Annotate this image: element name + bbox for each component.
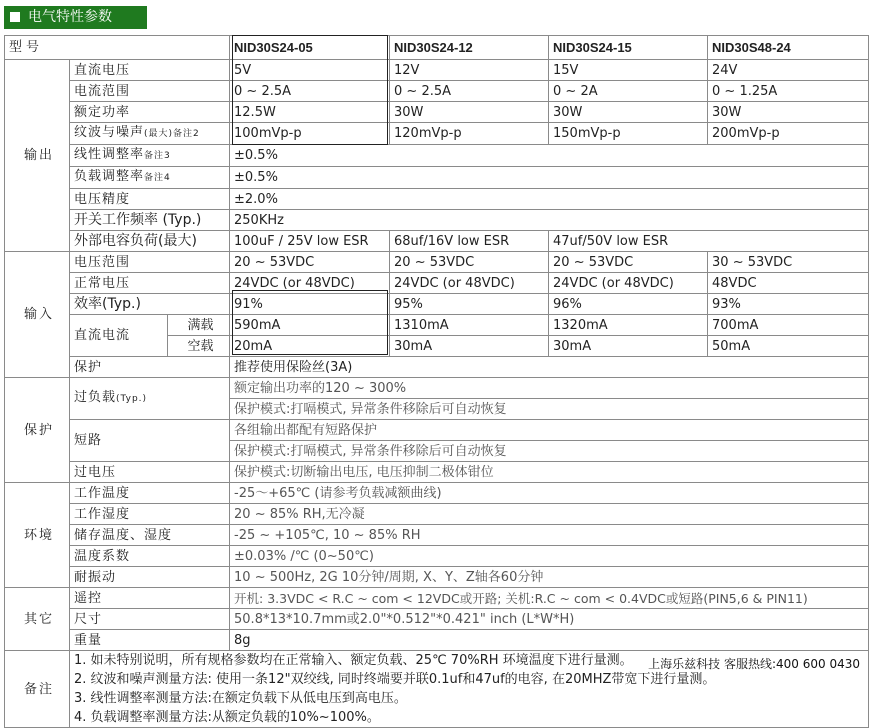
- contact-info: 上海乐兹科技 客服热线:400 600 0430: [648, 657, 861, 671]
- note-line: 4. 负载调整率测量方法:从额定负载的10%~100%。: [74, 710, 380, 725]
- cell: ±2.0%: [230, 189, 869, 210]
- table-row: [5, 525, 869, 546]
- table-row: [5, 609, 869, 630]
- section-title: 电气特性参数: [28, 9, 112, 25]
- table-row: [5, 504, 869, 525]
- cell: 48VDC: [708, 273, 869, 294]
- row-label: 工作湿度: [70, 504, 230, 525]
- cell: -25 ~ +105℃, 10 ~ 85% RH: [230, 525, 869, 546]
- cell: 200mVp-p: [708, 123, 869, 145]
- row-label: 电流范围: [70, 81, 230, 102]
- row-label: 尺寸: [70, 609, 230, 630]
- row-label: 额定功率: [70, 102, 230, 123]
- cell: 30 ~ 53VDC: [708, 252, 869, 273]
- cell: 1320mA: [549, 315, 708, 336]
- cell: 0 ~ 2.5A: [230, 81, 390, 102]
- cell: 91%: [230, 294, 390, 315]
- cell: 93%: [708, 294, 869, 315]
- cell: 0 ~ 1.25A: [708, 81, 869, 102]
- cell: 0 ~ 2A: [549, 81, 708, 102]
- row-label: 工作温度: [70, 483, 230, 504]
- cell: 12.5W: [230, 102, 390, 123]
- cell: 5V: [230, 60, 390, 81]
- cell: 12V: [390, 60, 549, 81]
- table-row: [5, 252, 869, 273]
- model-name: NID30S24-05: [230, 36, 390, 60]
- cell: 68uf/16V low ESR: [390, 231, 549, 252]
- table-row: [5, 588, 869, 609]
- category-notes: 备注: [5, 651, 70, 728]
- row-label: 直流电流: [70, 315, 168, 357]
- category-other: 其它: [5, 588, 70, 651]
- row-label: 负载调整率备注4: [70, 167, 230, 189]
- model-row: [5, 36, 869, 60]
- cell: 20 ~ 53VDC: [390, 252, 549, 273]
- table-row: [5, 315, 869, 336]
- row-label: 效率(Typ.): [70, 294, 230, 315]
- table-row: [5, 210, 869, 231]
- row-label: 过负载(Typ.): [70, 378, 230, 420]
- row-label: 纹波与噪声(最大)备注2: [70, 123, 230, 145]
- cell: 24VDC (or 48VDC): [390, 273, 549, 294]
- cell: 30W: [708, 102, 869, 123]
- cell: 20 ~ 53VDC: [230, 252, 390, 273]
- row-label: 直流电压: [70, 60, 230, 81]
- table-row: [5, 294, 869, 315]
- table-row: [5, 167, 869, 189]
- table-row: [5, 462, 869, 483]
- row-label: 线性调整率备注3: [70, 145, 230, 167]
- table-row: [5, 273, 869, 294]
- note-line: 2. 纹波和噪声测量方法: 使用一条12"双绞线, 同时终端要并联0.1uf和47uf的电容, 在20MHZ带宽下进行量测。: [74, 672, 716, 687]
- row-label: 开关工作频率 (Typ.): [70, 210, 230, 231]
- cell: 30mA: [390, 336, 549, 357]
- cell: 150mVp-p: [549, 123, 708, 145]
- cell: -25～+65℃ (请参考负载减额曲线): [230, 483, 869, 504]
- cell: 30mA: [549, 336, 708, 357]
- cell: 1310mA: [390, 315, 549, 336]
- table-row: [5, 189, 869, 210]
- section-header: [4, 6, 147, 29]
- row-label: 耐振动: [70, 567, 230, 588]
- table-row: [5, 231, 869, 252]
- table-row: [5, 483, 869, 504]
- row-note: 备注3: [144, 151, 171, 161]
- table-row: [5, 145, 869, 167]
- cell: ±0.5%: [230, 145, 869, 167]
- cell: 95%: [390, 294, 549, 315]
- cell: 推荐使用保险丝(3A): [230, 357, 869, 378]
- cell: 30W: [549, 102, 708, 123]
- category-input: 输入: [5, 252, 70, 378]
- row-note: (Typ.): [116, 394, 148, 404]
- model-name: NID30S48-24: [708, 36, 869, 60]
- cell: ±0.5%: [230, 167, 869, 189]
- row-label: 短路: [70, 420, 230, 462]
- row-label: 电压精度: [70, 189, 230, 210]
- cell: 20mA: [230, 336, 390, 357]
- category-environment: 环境: [5, 483, 70, 588]
- table-row: [5, 630, 869, 651]
- cell: ±0.03% /℃ (0~50℃): [230, 546, 869, 567]
- cell: 24VDC (or 48VDC): [549, 273, 708, 294]
- cell: 120mVp-p: [390, 123, 549, 145]
- row-label: 外部电容负荷(最大): [70, 231, 230, 252]
- category-output: 输出: [5, 60, 70, 252]
- row-note: 备注4: [144, 173, 171, 183]
- square-bullet-icon: [10, 12, 20, 22]
- row-label: 重量: [70, 630, 230, 651]
- note-line: 1. 如未特别说明，所有规格参数均在正常输入、额定负载、25℃ 70%RH 环境温度下进行量测。: [74, 653, 633, 668]
- cell: 50.8*13*10.7mm或2.0"*0.512"*0.421" inch (L*W*H): [230, 609, 869, 630]
- cell: 20 ~ 53VDC: [549, 252, 708, 273]
- notes-row: [5, 651, 869, 728]
- cell: 250KHz: [230, 210, 869, 231]
- row-label: 保护: [70, 357, 230, 378]
- row-label: 正常电压: [70, 273, 230, 294]
- table-row: [5, 420, 869, 441]
- cell: 8g: [230, 630, 869, 651]
- cell: 保护模式:切断输出电压, 电压抑制二极体钳位: [230, 462, 869, 483]
- cell: 100mVp-p: [230, 123, 390, 145]
- category-protection: 保护: [5, 378, 70, 483]
- cell: 各组输出都配有短路保护: [230, 420, 869, 441]
- sub-label: 满载: [168, 315, 230, 336]
- model-name: NID30S24-15: [549, 36, 708, 60]
- cell: 开机: 3.3VDC < R.C ~ com < 12VDC或开路; 关机:R.C ~ com < 0.4VDC或短路(PIN5,6 & PIN11): [230, 588, 869, 609]
- model-name: NID30S24-12: [390, 36, 549, 60]
- cell: 700mA: [708, 315, 869, 336]
- cell: 30W: [390, 102, 549, 123]
- note-line: 3. 线性调整率测量方法:在额定负载下从低电压到高电压。: [74, 691, 407, 706]
- table-row: [5, 60, 869, 81]
- table-row: [5, 567, 869, 588]
- spec-table: [4, 35, 869, 728]
- table-row: [5, 357, 869, 378]
- table-row: [5, 102, 869, 123]
- cell: 保护模式:打嗝模式, 异常条件移除后可自动恢复: [230, 441, 869, 462]
- row-note: (最大)备注2: [144, 129, 200, 139]
- model-label: 型号: [5, 36, 230, 60]
- sub-label: 空载: [168, 336, 230, 357]
- cell: 47uf/50V low ESR: [549, 231, 869, 252]
- notes-cell: [70, 651, 869, 728]
- table-row: [5, 546, 869, 567]
- table-row: [5, 378, 869, 399]
- cell: 24VDC (or 48VDC): [230, 273, 390, 294]
- cell: 10 ~ 500Hz, 2G 10分钟/周期, X、Y、Z轴各60分钟: [230, 567, 869, 588]
- row-label: 温度系数: [70, 546, 230, 567]
- cell: 保护模式:打嗝模式, 异常条件移除后可自动恢复: [230, 399, 869, 420]
- cell: 50mA: [708, 336, 869, 357]
- cell: 590mA: [230, 315, 390, 336]
- cell: 15V: [549, 60, 708, 81]
- table-row: [5, 81, 869, 102]
- row-label: 储存温度、湿度: [70, 525, 230, 546]
- cell: 96%: [549, 294, 708, 315]
- cell: 额定输出功率的120 ~ 300%: [230, 378, 869, 399]
- row-label: 过电压: [70, 462, 230, 483]
- row-label: 电压范围: [70, 252, 230, 273]
- cell: 20 ~ 85% RH,无冷凝: [230, 504, 869, 525]
- cell: 100uF / 25V low ESR: [230, 231, 390, 252]
- row-label: 遥控: [70, 588, 230, 609]
- table-row: [5, 123, 869, 145]
- cell: 24V: [708, 60, 869, 81]
- cell: 0 ~ 2.5A: [390, 81, 549, 102]
